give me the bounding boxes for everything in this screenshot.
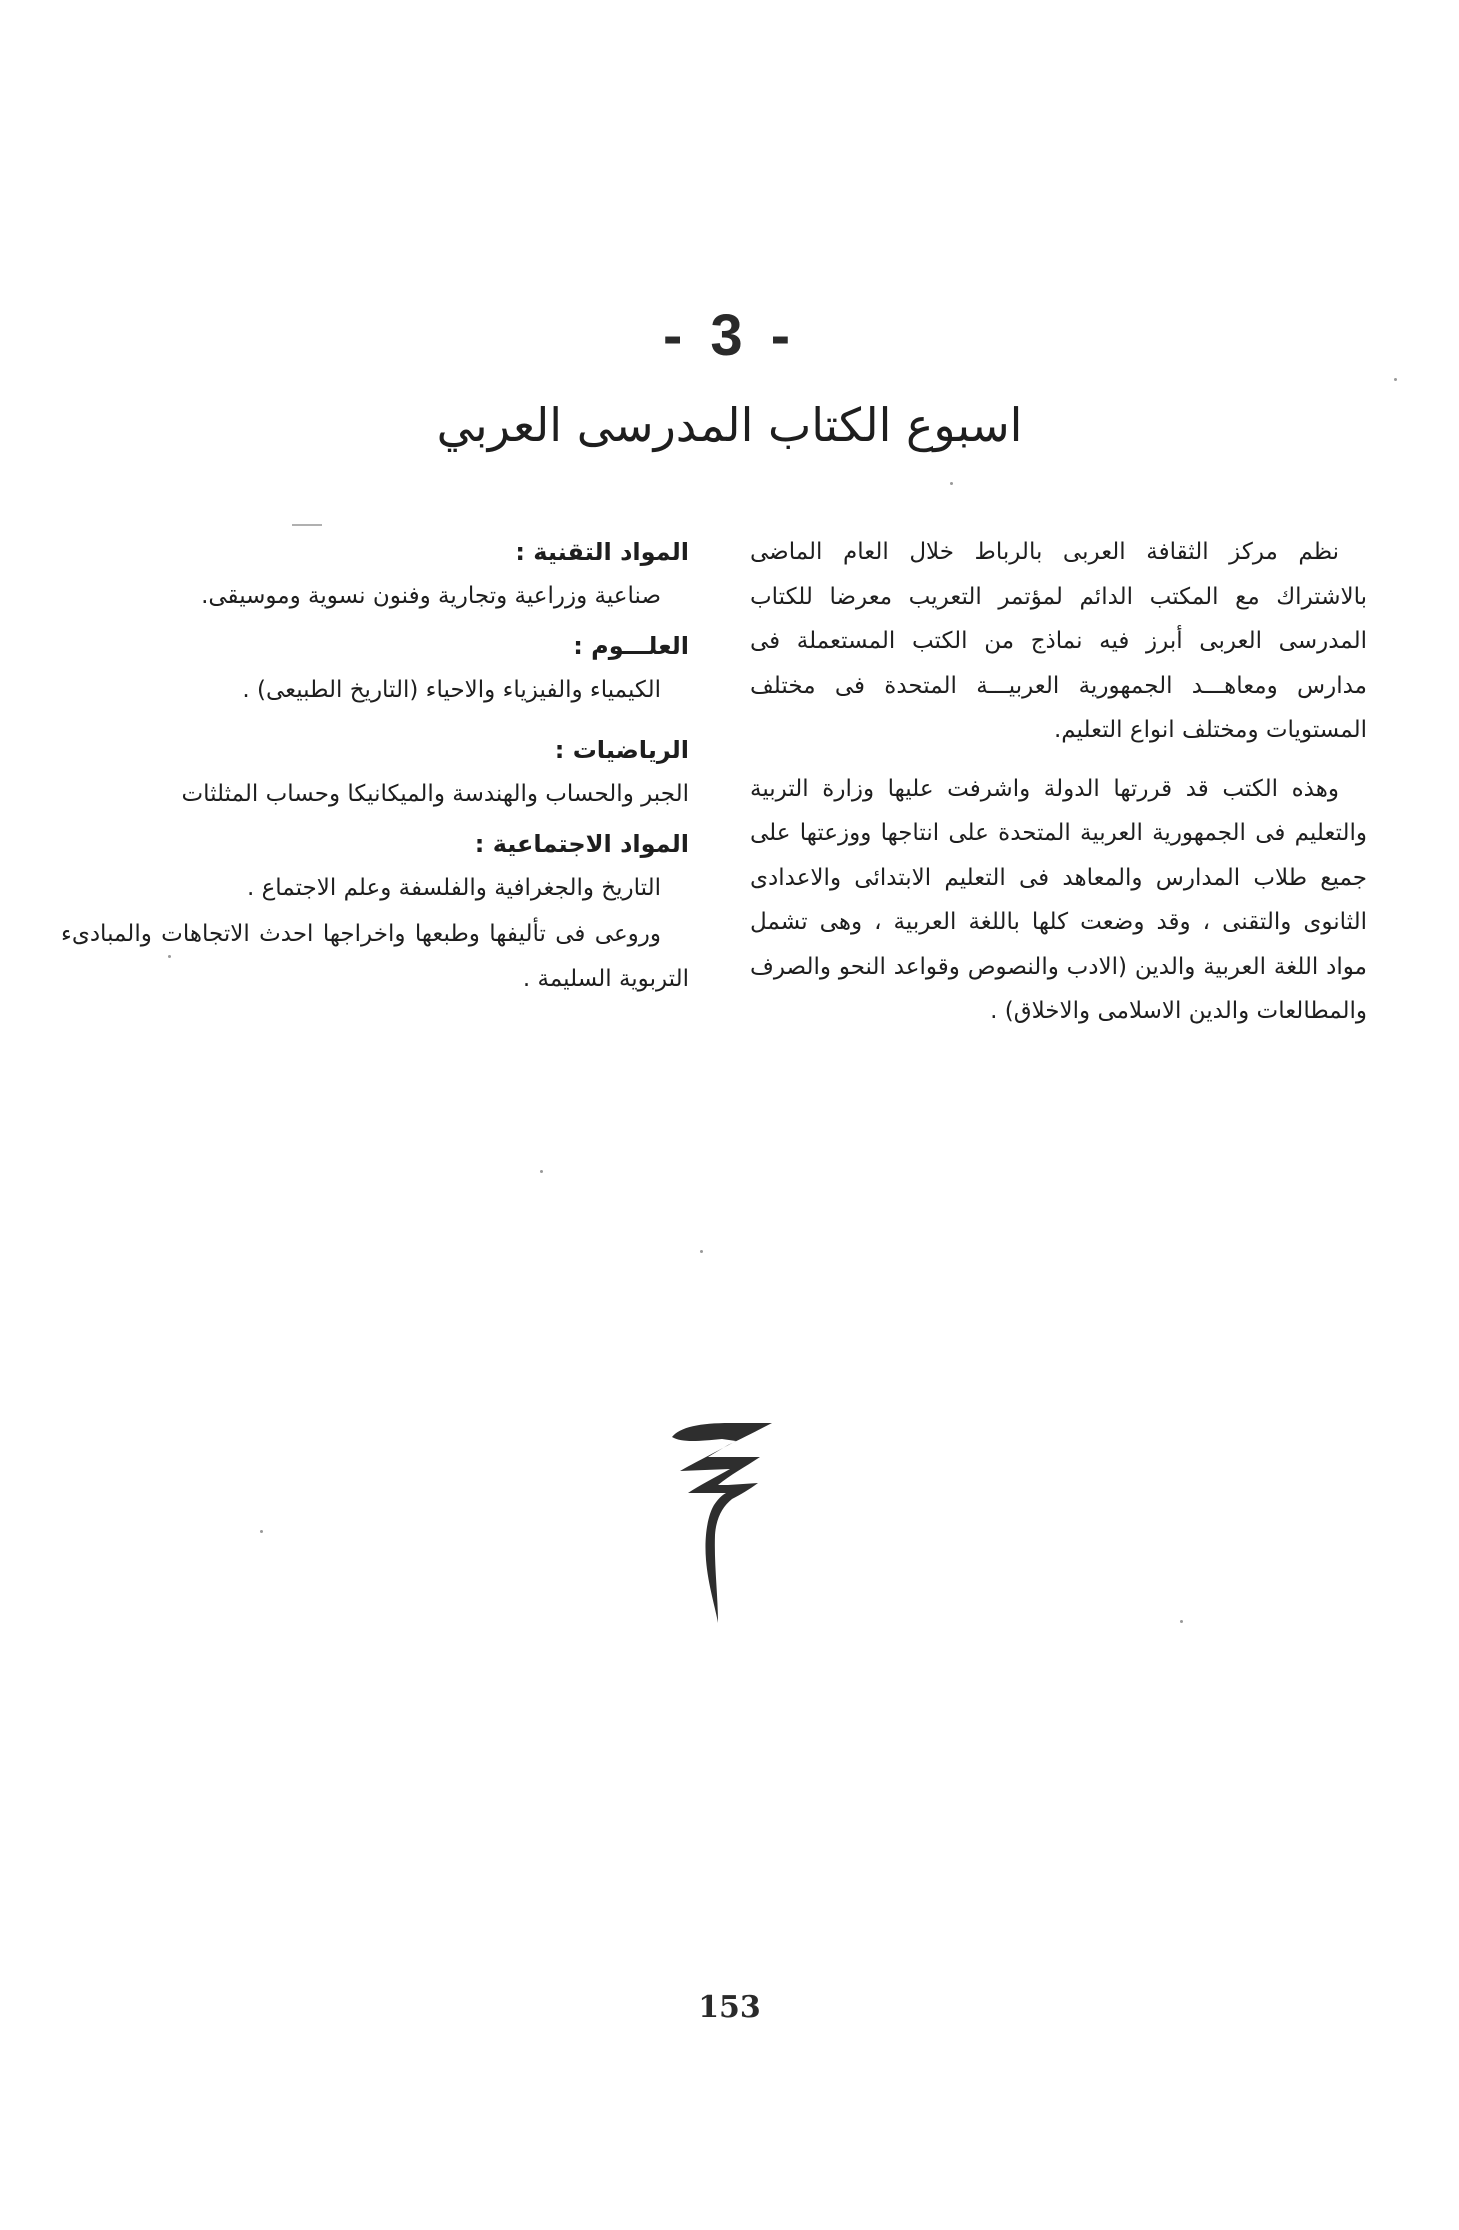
closing-paragraph: وروعى فى تأليفها وطبعها واخراجها احدث الاتجاهات والمبادىء التربوية السليمة . <box>61 921 689 992</box>
paragraph-books <box>750 767 1367 1034</box>
subject-heading: الرياضيات : <box>554 736 689 764</box>
subject-heading: العلـــوم : <box>573 632 689 660</box>
subject-mathematics <box>61 728 689 822</box>
scan-speck <box>540 1170 543 1173</box>
section-number: - 3 - <box>662 303 797 368</box>
paragraph-text: نظم مركز الثقافة العربى بالرباط خلال العام الماضى بالاشتراك مع المكتب الدائم لمؤتمر التعريب معرضا للكتاب المدرسى العربى أبرز فيه نماذج من الكتب المستعملة فى مدارس ومعاهـــد الجمهورية العربيـــة المتحدة فى مختلف المستويات ومختلف انواع التعليم. <box>750 539 1367 743</box>
paragraph-exhibition <box>750 530 1367 753</box>
right-column <box>750 530 1367 1048</box>
subject-body: الكيمياء والفيزياء والاحياء (التاريخ الطبيعى) . <box>242 677 661 703</box>
calligraphic-hah-ornament-icon <box>660 1415 800 1655</box>
page-number: 153 <box>698 1990 761 2025</box>
subject-technical <box>61 530 689 624</box>
subject-sciences <box>61 624 689 728</box>
subject-heading: المواد الاجتماعية : <box>474 830 689 858</box>
subject-social <box>61 822 689 912</box>
left-column <box>61 530 689 1001</box>
subject-body: الجبر والحساب والهندسة والميكانيكا وحساب المثلثات <box>181 781 689 807</box>
subject-heading: المواد التقنية : <box>515 538 689 566</box>
scan-speck <box>700 1250 703 1253</box>
paragraph-text: وهذه الكتب قد قررتها الدولة واشرفت عليها وزارة التربية والتعليم فى الجمهورية العربية المتحدة على انتاجها ووزعتها على جميع طلاب المدارس والمعاهد فى التعليم الابتدائى والاعدادى الثانوى والتقنى ، وقد وضعت كلها باللغة العربية ، وهى تشمل مواد اللغة العربية والدين (الادب والنصوص وقواعد النحو والصرف والمطالعات والدين الاسلامى والاخلاق) . <box>750 775 1367 1024</box>
page-title: اسبوع الكتاب المدرسى العربي <box>436 398 1023 452</box>
subject-body: التاريخ والجغرافية والفلسفة وعلم الاجتماع . <box>246 875 661 901</box>
subject-body: صناعية وزراعية وتجارية وفنون نسوية وموسيقى. <box>201 583 661 609</box>
scan-artifact-dash <box>292 524 322 526</box>
scan-speck <box>168 955 171 958</box>
scan-speck <box>260 1530 263 1533</box>
scan-speck <box>1180 1620 1183 1623</box>
scan-speck <box>1394 378 1397 381</box>
scan-speck <box>950 482 953 485</box>
